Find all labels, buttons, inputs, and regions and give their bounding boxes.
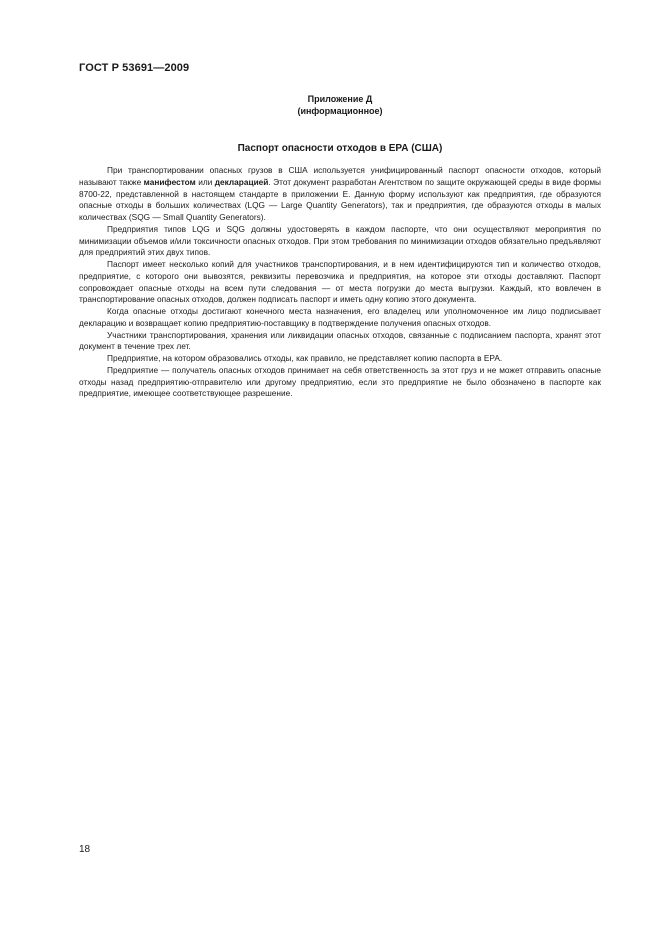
paragraph: Предприятие, на котором образовались отходы, как правило, не представляет копию паспорта в ЕРА.	[107, 353, 503, 363]
annex-heading	[79, 93, 601, 117]
paragraph: Паспорт имеет несколько копий для участников транспортирования, и в нем идентифицируются тип и количество отходов, предприятие, с которого они вывозятся, реквизиты перевозчика и предприятия, на которое эти отходы доставляют. Паспорт сопровождает опасные отходы на всем пути следования — от места погрузки до места выгрузки. Каждый, кто вовлечен в транспортирование опасных отходов, должен подписать паспорт и иметь одну копию этого документа.	[79, 259, 601, 305]
paragraph: Участники транспортирования, хранения или ликвидации опасных отходов, связанные с подписанием паспорта, хранят этот документ в течение трех лет.	[79, 329, 601, 352]
standard-number: ГОСТ Р 53691—2009	[79, 62, 190, 74]
document-title: Паспорт опасности отходов в ЕРА (США)	[237, 143, 443, 154]
document-body	[79, 165, 601, 400]
annex-label: Приложение Д	[307, 94, 373, 104]
paragraph-text: или	[195, 176, 215, 187]
paragraph: Предприятия типов LQG и SQG должны удостоверять в каждом паспорте, что они осуществляют мероприятия по минимизации объемов и/или токсичности опасных отходов. При этом требования по минимизации отходов обязательно предъявляют для предприятий этих двух типов.	[79, 223, 601, 258]
paragraph-text: . Этот документ разработан Агентством по защите окружающей среды в виде формы 8700-22, представленной в настоящем стандарте в приложении Е. Данную форму используют как предприятия, где образуются опасные отходы в больших количествах (LQG — Large Quantity Generators), так и предприятия, где образуются отходы в малых количествах (SQG — Small Quantity Generators).	[79, 176, 601, 222]
paragraph: Предприятие — получатель опасных отходов принимает на себя ответственность за этот груз и не может отправить опасные отходы назад предприятию-отправителю или другому предприятию, если это предприятие не было обозначено в паспорте как предприятие, имеющее соответствующее разрешение.	[79, 364, 601, 399]
paragraph	[79, 165, 601, 224]
term-manifest: манифестом	[143, 176, 196, 187]
page-number: 18	[79, 844, 91, 855]
term-declaration: декларацией	[214, 176, 269, 187]
paragraph: Когда опасные отходы достигают конечного места назначения, его владелец или уполномоченное им лицо подписывает декларацию и возвращает копию предприятию-поставщику в подтверждение получения опасных отходов.	[79, 306, 601, 328]
paragraph-text: При транспортировании опасных грузов в США используется унифицированный паспорт опасности отходов, который называют также	[79, 165, 601, 187]
annex-type: (информационное)	[297, 106, 383, 116]
